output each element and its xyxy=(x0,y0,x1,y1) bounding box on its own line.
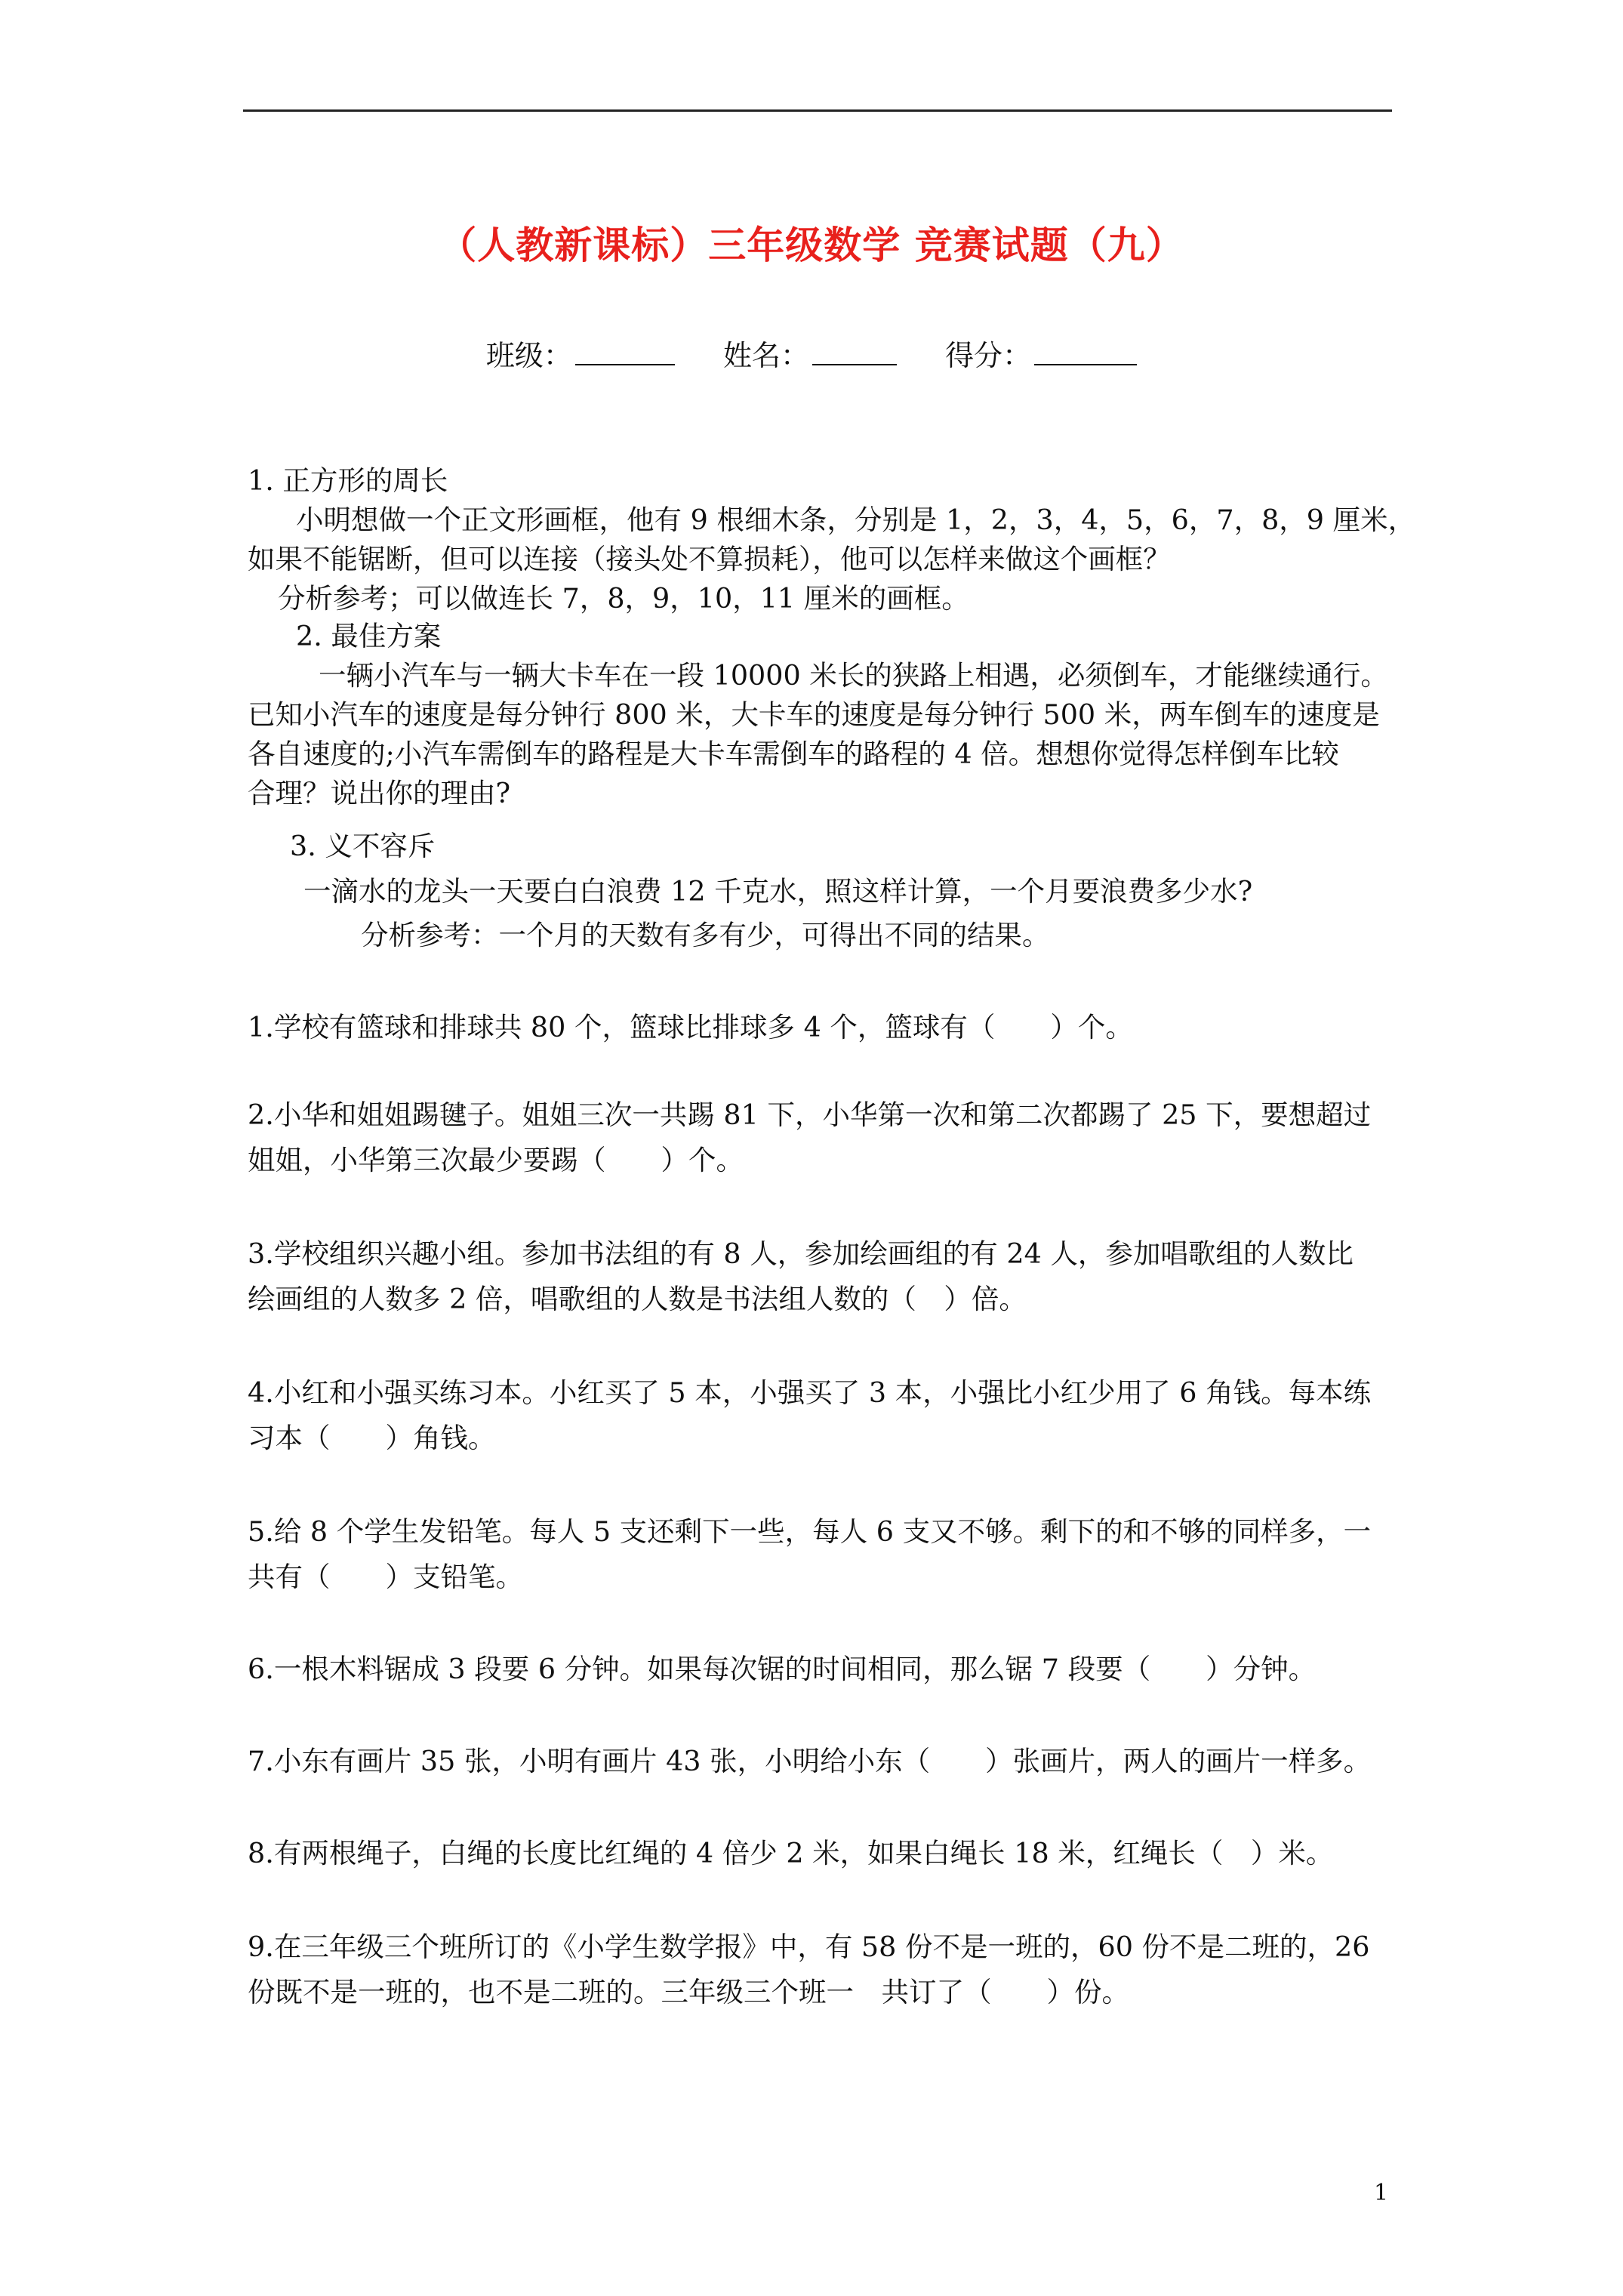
class-label: 班级： xyxy=(485,339,572,372)
score-blank xyxy=(1034,338,1137,365)
section-heading-1: 1. 正方形的周长 xyxy=(248,464,448,497)
class-blank xyxy=(575,338,675,365)
question-5-line-2: 共有（ ）支铅笔。 xyxy=(248,1561,523,1593)
question-2-line-2: 姐姐，小华第三次最少要踢（ ）个。 xyxy=(248,1144,744,1176)
problem-text: 小明想做一个正文形画框，他有 9 根细木条，分别是 1，2，3，4，5，6，7，8，9 厘米， xyxy=(296,504,1416,536)
header-rule xyxy=(243,109,1392,112)
analysis-text: 分析参考：一个月的天数有多有少，可得出不同的结果。 xyxy=(361,919,1050,951)
question-2-line-1: 2.小华和姐姐踢毽子。姐姐三次一共踢 81 下，小华第一次和第二次都踢了 25 下，要想超过 xyxy=(248,1099,1372,1131)
question-6: 6.一根木料锯成 3 段要 6 分钟。如果每次锯的时间相同，那么锯 7 段要（ ）分钟。 xyxy=(248,1653,1317,1685)
question-9-line-2: 份既不是一班的，也不是二班的。三年级三个班一 共订了（ ）份。 xyxy=(248,1976,1129,2008)
section-heading-2: 2. 最佳方案 xyxy=(296,620,442,652)
problem-text: 如果不能锯断，但可以连接（接头处不算损耗），他可以怎样来做这个画框？ xyxy=(248,543,1171,575)
problem-text: 各自速度的;小汽车需倒车的路程是大卡车需倒车的路程的 4 倍。想想你觉得怎样倒车比较 xyxy=(248,738,1339,770)
name-blank xyxy=(812,338,897,365)
problem-text: 一滴水的龙头一天要白白浪费 12 千克水，照这样计算，一个月要浪费多少水? xyxy=(303,875,1253,908)
section-heading-3: 3. 义不容斥 xyxy=(290,830,436,862)
question-8: 8.有两根绳子，白绳的长度比红绳的 4 倍少 2 米，如果白绳长 18 米，红绳长（ ）米。 xyxy=(248,1837,1334,1869)
question-7: 7.小东有画片 35 张，小明有画片 43 张，小明给小东（ ）张画片，两人的画片一样多。 xyxy=(248,1745,1372,1777)
question-9-line-1: 9.在三年级三个班所订的《小学生数学报》中，有 58 份不是一班的，60 份不是二班的，26 xyxy=(248,1931,1370,1963)
question-3-line-2: 绘画组的人数多 2 倍，唱歌组的人数是书法组人数的（ ）倍。 xyxy=(248,1283,1027,1315)
page-number: 1 xyxy=(1374,2180,1389,2206)
problem-text: 合理？说出你的理由? xyxy=(248,777,511,809)
question-4-line-1: 4.小红和小强买练习本。小红买了 5 本，小强买了 3 本，小强比小红少用了 6 角钱。每本练 xyxy=(248,1376,1372,1409)
document-title: （人教新课标）三年级数学 竞赛试题（九） xyxy=(439,223,1184,267)
question-3-line-1: 3.学校组织兴趣小组。参加书法组的有 8 人，参加绘画组的有 24 人，参加唱歌组的人数比 xyxy=(248,1237,1354,1270)
question-5-line-1: 5.给 8 个学生发铅笔。每人 5 支还剩下一些，每人 6 支又不够。剩下的和不够的同样多，一 xyxy=(248,1515,1372,1548)
score-label: 得分： xyxy=(945,339,1032,372)
problem-text: 一辆小汽车与一辆大卡车在一段 10000 米长的狭路上相遇，必须倒车，才能继续通行。 xyxy=(319,659,1388,692)
problem-text: 已知小汽车的速度是每分钟行 800 米，大卡车的速度是每分钟行 500 米，两车倒车的速度是 xyxy=(248,698,1380,731)
analysis-text: 分析参考；可以做连长 7，8，9，10，11 厘米的画框。 xyxy=(278,582,969,615)
score-field xyxy=(945,339,1137,372)
question-4-line-2: 习本（ ）角钱。 xyxy=(248,1422,496,1454)
class-field xyxy=(486,339,675,372)
name-label: 姓名： xyxy=(722,339,809,372)
question-1: 1.学校有篮球和排球共 80 个，篮球比排球多 4 个，篮球有（ ）个。 xyxy=(248,1011,1133,1043)
student-info-line xyxy=(0,332,1623,374)
name-field xyxy=(723,339,897,372)
